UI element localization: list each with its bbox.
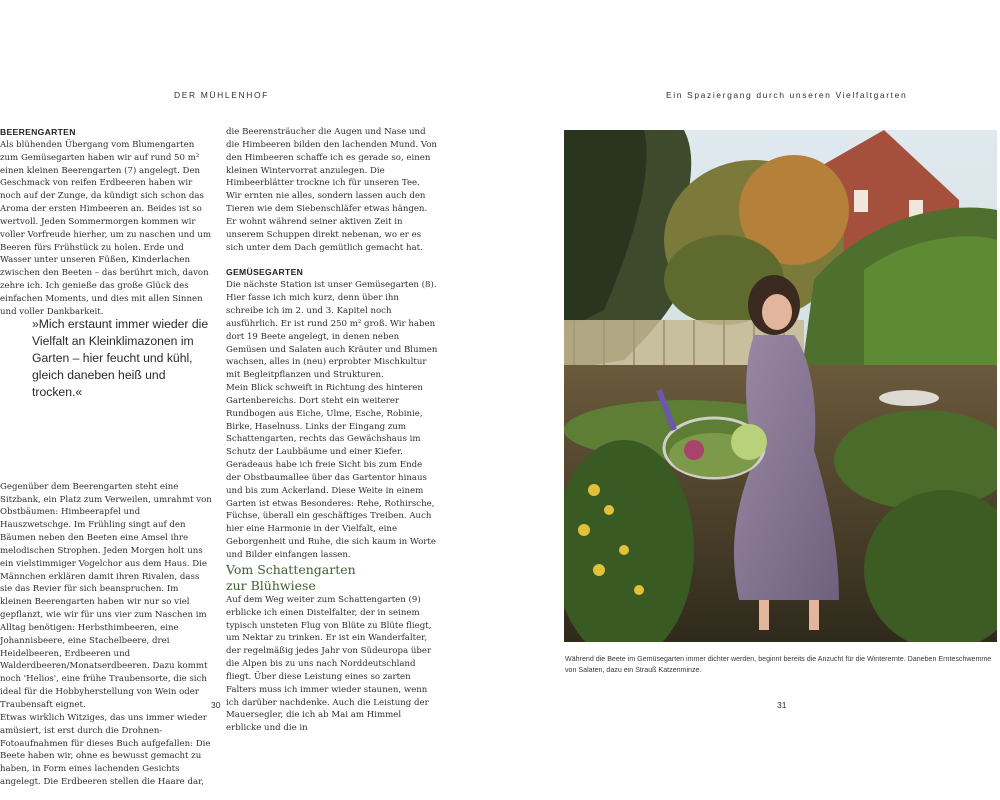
section-title-gemuesegarten: GEMÜSEGARTEN <box>226 267 304 278</box>
paragraph-beerengarten: Als blühenden Übergang vom Blumengarten zum Gemüsegarten haben wir auf rund 50 m² einen kleinen Beerengarten (7) angelegt. Den Geschmack von reifen Erdbeeren haben wir noch auf der Zunge, da kündigt sich schon das Aroma der ersten Himbeeren an. Beides ist so wertvoll. Jeden Sommermorgen kommen wir voller Vorfreude hierher, um zu naschen und um Beeren fürs Frühstück zu holen. Erde und Wasser unter unseren Füßen, Kinderlachen zwischen den Beeten – das berührt mich, davon zehre ich. Ich genieße das große Glück des einfachen Moments, und dies mit allen Sinnen und voller Dankbarkeit. <box>0 139 212 317</box>
paragraph-gemuesegarten: Die nächste Station ist unser Gemüsegarten (8). Hier fasse ich mich kurz, denn über ihn schreibe ich im 2. und 3. Kapitel noch ausführlich. Er ist rund 250 m² groß. Wir haben dort 19 Beete angelegt, in denen neben Gemüsen und Salaten auch Kräuter und Blumen wachsen, alles in (neu) erprobter Mischkultur mit Begleitpflanzen und Strukturen. <box>226 280 438 381</box>
paragraph-witziges: Etwas wirklich Witziges, das uns immer wieder amüsiert, ist erst durch die Drohnen-Fotoaufnahmen für dieses Buch aufgefallen: Die Beete haben wir, ohne es bewusst gemacht zu haben, in Form eines lachenden Gesichts angelegt. Die Erdbeeren stellen die Haare dar, <box>0 712 211 788</box>
left-column-1 <box>0 126 212 789</box>
paragraph-continuation: die Beerensträucher die Augen und Nase und die Himbeeren bilden den lachenden Mund. Von den Himbeeren schaffe ich es gerade so, einen kleinen Wintervorrat anzulegen. Die Himbeerblätter trockne ich für unseren Tee. Wir ernten nie alles, sondern lassen auch den Tieren wie dem Siebenschläfer etwas hängen. Er wohnt während seiner aktiven Zeit in unserem Schuppen direkt nebenan, wo er es sich unter dem Dach gemütlich gemacht hat. <box>226 127 437 253</box>
paragraph-blick: Mein Blick schweift in Richtung des hinteren Gartenbereichs. Dort steht ein weiterer Rundbogen aus Eiche, Ulme, Esche, Robinie, Birke, Haselnuss. Links der Eingang zum Schattengarten, rechts das Gewächshaus im Schutz der Laubbäume und einer Kiefer. Geradeaus habe ich freie Sicht bis zum Ende der Obstbaumallee über das Gartentor hinaus und bis zum Ackerland. Diese Weite in einem Garten ist etwas Besonderes: Rehe, Rothirsche, Füchse, überall ein geschäftiges Treiben. Auch hier eine Harmonie in der Vielfalt, eine Geborgenheit und Ruhe, die sich kaum in Worte und Bilder einfangen lassen. <box>226 383 436 560</box>
paragraph-schattengarten: Auf dem Weg weiter zum Schattengarten (9) erblicke ich einen Distelfalter, der in seinem typisch unsteten Flug von Blüte zu Blüte fliegt, um Nektar zu trinken. Er ist ein Wanderfalter, der regelmäßig jedes Jahr von Südeuropa über die Alpen bis zu uns nach Norddeutschland fliegt. Über diese Leistung eines so zarten Falters muss ich immer wieder staunen, wenn ich darüber nachdenke. Auch die Leistung der Mauersegler, die ich ab Mai am Himmel erblicke und die in <box>226 594 432 734</box>
paragraph-sitzbank: Gegenüber dem Beerengarten steht eine Sitzbank, ein Platz zum Verweilen, umrahmt von Obstbäumen: Himbeerapfel und Hauszwetschge. Im Frühling singt auf den Bäumen neben den Beeten eine Amsel ihre melodischen Strophen. Jeden Morgen holt uns ein vielstimmiger Vogelchor aus dem Haus. Die Männchen erklären damit ihren Rivalen, dass sie das Revier für sich beanspruchen. Im kleinen Beerengarten haben wir nur so viel gepflanzt, wie wir für uns vier zum Naschen im Alltag benötigen: Herbsthimbeeren, eine Johannisbeere, eine Stachelbeere, drei Heidelbeeren, Erdbeeren und Walderdbeeren/Monatserdbeeren. Dazu kommt noch 'Helios', eine frühe Traubensorte, die sich ideal für die Hobbyherstellung von Wein oder Traubensaft eignet. <box>0 481 212 710</box>
section-title-beerengarten: BEERENGARTEN <box>0 127 76 137</box>
left-column-2 <box>226 126 438 735</box>
running-head-right: Ein Spaziergang durch unseren Vielfaltgarten <box>666 90 908 100</box>
section-title-schattengarten: Vom Schattengarten zur Blühwiese <box>226 561 356 593</box>
running-head-left: DER MÜHLENHOF <box>174 90 269 100</box>
page-number-right: 31 <box>777 700 787 710</box>
pull-quote: »Mich erstaunt immer wieder die Vielfalt an Kleinklimazonen im Garten – hier feucht und kühl, gleich daneben heiß und trocken.« <box>32 317 209 399</box>
page-number-left: 30 <box>211 700 221 710</box>
photo-caption: Während die Beete im Gemüsegarten immer dichter werden, beginnt bereits die Anzucht für die Winterernte. Daneben Ernteschwemme von Salaten, dazu ein Strauß Katzenminze. <box>565 655 992 675</box>
garden-photo <box>564 130 997 642</box>
